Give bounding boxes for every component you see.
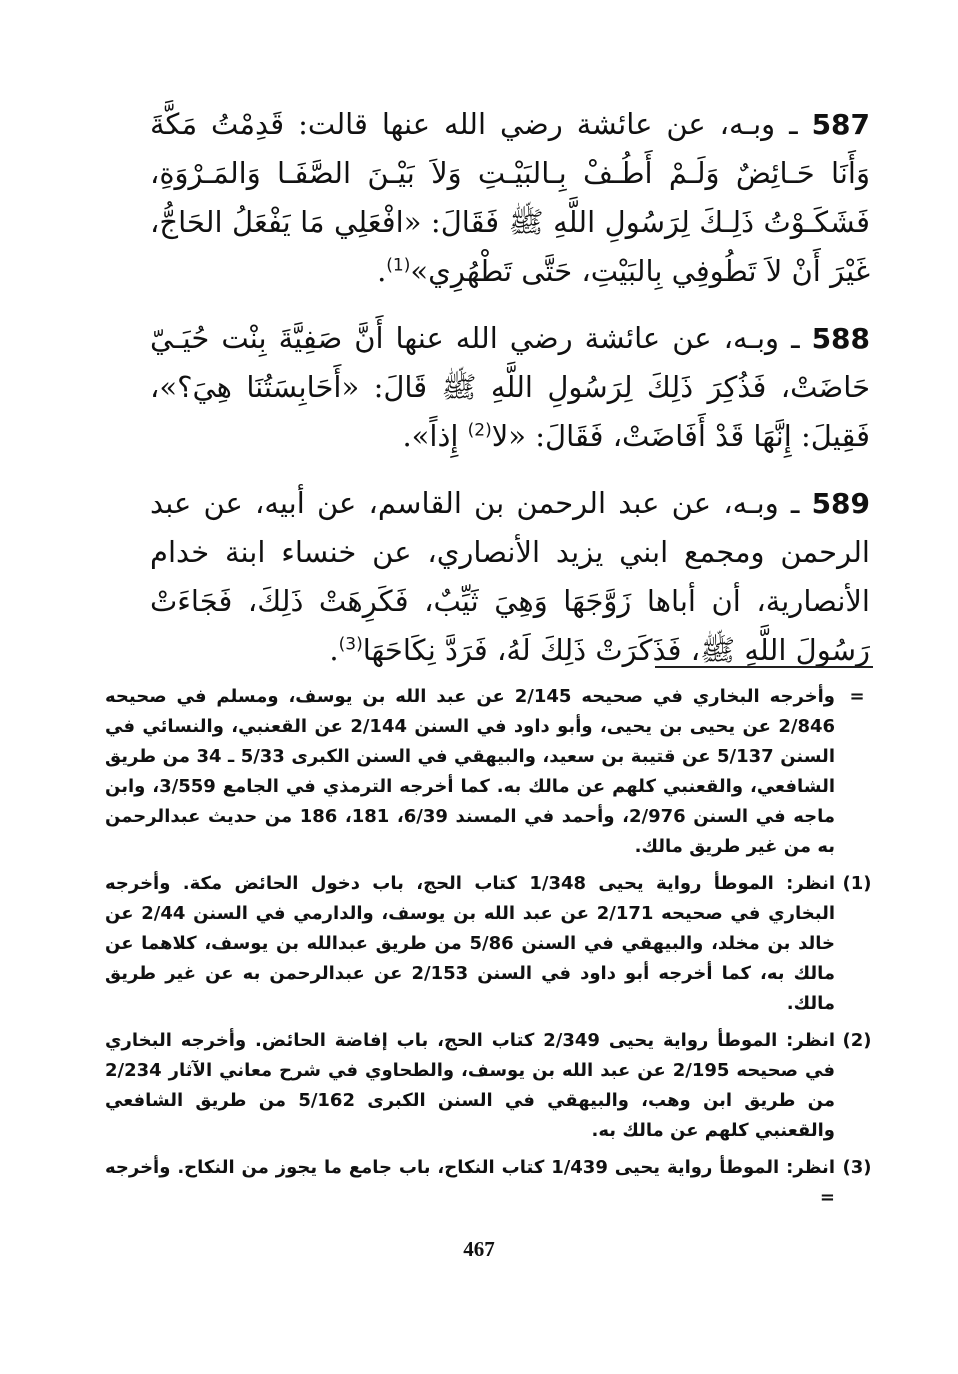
page-number: 467	[463, 1237, 495, 1261]
hadith-dash: ـ	[791, 321, 800, 355]
footnote-mark: (2)	[842, 1030, 872, 1051]
footnote-mark: =	[849, 686, 865, 707]
footnote-2	[105, 1026, 875, 1146]
footnote-continued	[105, 682, 875, 862]
hadith-tail: .	[377, 254, 387, 288]
footnote-ref[interactable]: (1)	[386, 255, 411, 276]
hadith-body: وبـه، عن عائشة رضي الله عنها أَنَّ صَفِيَّةَ بِنْت حُيَـيّ حَاضَتْ، فَذُكِرَ ذَلِكَ لِرَسُولِ اللَّهِ ﷺ قَالَ: «أَحَابِسَتُنَا هِيَ؟»، فَقِيلَ: إِنَّهَا قَدْ أَفَاضَتْ، فَقَالَ: «لا	[150, 321, 870, 453]
footnote-mark: (3)	[842, 1157, 872, 1178]
hadith-number: 587	[811, 108, 871, 141]
hadith-number: 589	[811, 487, 871, 520]
hadith-tail: إِذاً».	[402, 419, 468, 453]
hadith-number: 588	[811, 322, 871, 355]
footnote-text: وأخرجه البخاري في صحيحه 2/145 عن عبد الله بن يوسف، ومسلم في صحيحه 2/846 عن يحيى بن يحيى، وأبو داود في السنن 2/144 عن القعنبي، والنسائي في السنن 5/137 عن قتيبة بن سعيد، والبيهقي في السنن الكبرى 5/33 ـ 34 من طريق الشافعي، والقعنبي كلهم عن مالك به. كما أخرجه الترمذي في الجامع 3/559، وابن ماجه في السنن 2/976، وأحمد في المسند 6/39، 181، 186 من حديث عبدالرحمن به من غير طريق مالك.	[105, 686, 836, 857]
footnote-mark: (1)	[842, 873, 872, 894]
hadith-body: وبـه، عن عبد الرحمن بن القاسم، عن أبيه، عن عبد الرحمن ومجمع ابني يزيد الأنصاري، عن خنساء ابنة خدام الأنصارية، أن أباها زَوَّجَهَا وَهِيَ ثَيِّبٌ، فَكَرِهَتْ ذَلِكَ، فَجَاءَتْ رَسُولَ اللَّهِ ﷺ، فَذَكَرَتْ ذَلِكَ لَهُ، فَرَدَّ نِكَاحَهَا	[150, 486, 870, 667]
footnote-text: انظر: الموطأ رواية يحيى 2/349 كتاب الحج، باب إفاضة الحائض. وأخرجه البخاري في صحيحه 2/195 عن عبد الله بن يوسف، والطحاوي في شرح معاني الآثار 2/234 من طريق ابن وهب، والبيهقي في السنن الكبرى 5/162 من طريق الشافعي والقعنبي كلهم عن مالك به.	[105, 1030, 835, 1141]
hadith-body: وبـه، عن عائشة رضي الله عنها قالت: قَدِمْتُ مَكَّةَ وَأَنَا حَـائِضٌ وَلَـمْ أَطُـفْ بِـالبَيْـتِ وَلاَ بَيْـنَ الصَّفَـا وَالمَـرْوَةِ، فَشَكَـوْتُ ذَلِـكَ لِرَسُولِ اللَّهِ ﷺ فَقَالَ: «افْعَلِي مَا يَفْعَلُ الحَاجُّ، غَيْرَ أَنْ لاَ تَطُوفِي بِالبَيْتِ، حَتَّى تَطْهُرِي»	[150, 107, 870, 288]
hadith-dash: ـ	[789, 107, 798, 141]
hadith-588	[150, 314, 870, 461]
hadith-589	[150, 479, 870, 675]
footnote-ref[interactable]: (3)	[338, 634, 363, 655]
footnote-1	[105, 869, 875, 1019]
footnote-separator	[655, 666, 873, 668]
footnote-text: انظر: الموطأ رواية يحيى 1/348 كتاب الحج، باب دخول الحائض مكة. وأخرجه البخاري في صحيحه 2/171 عن عبد الله بن يوسف، والدارمي في السنن 2/44 عن خالد بن مخلد، والبيهقي في السنن 5/86 من طريق عبدالله بن يوسف، كلاهما عن مالك به، كما أخرجه أبو داود في السنن 2/153 عن عبدالرحمن به عن غير طريق مالك.	[105, 873, 836, 1014]
hadith-dash: ـ	[790, 486, 800, 520]
footnote-3	[105, 1153, 875, 1213]
footnote-ref[interactable]: (2)	[467, 420, 492, 441]
footnote-text: انظر: الموطأ رواية يحيى 1/439 كتاب النكاح، باب جامع ما يجوز من النكاح. وأخرجه =	[105, 1157, 835, 1208]
hadith-587	[150, 100, 870, 296]
hadith-tail: .	[329, 633, 339, 667]
footnotes-block	[105, 682, 875, 1220]
hadith-text-block	[150, 100, 870, 693]
